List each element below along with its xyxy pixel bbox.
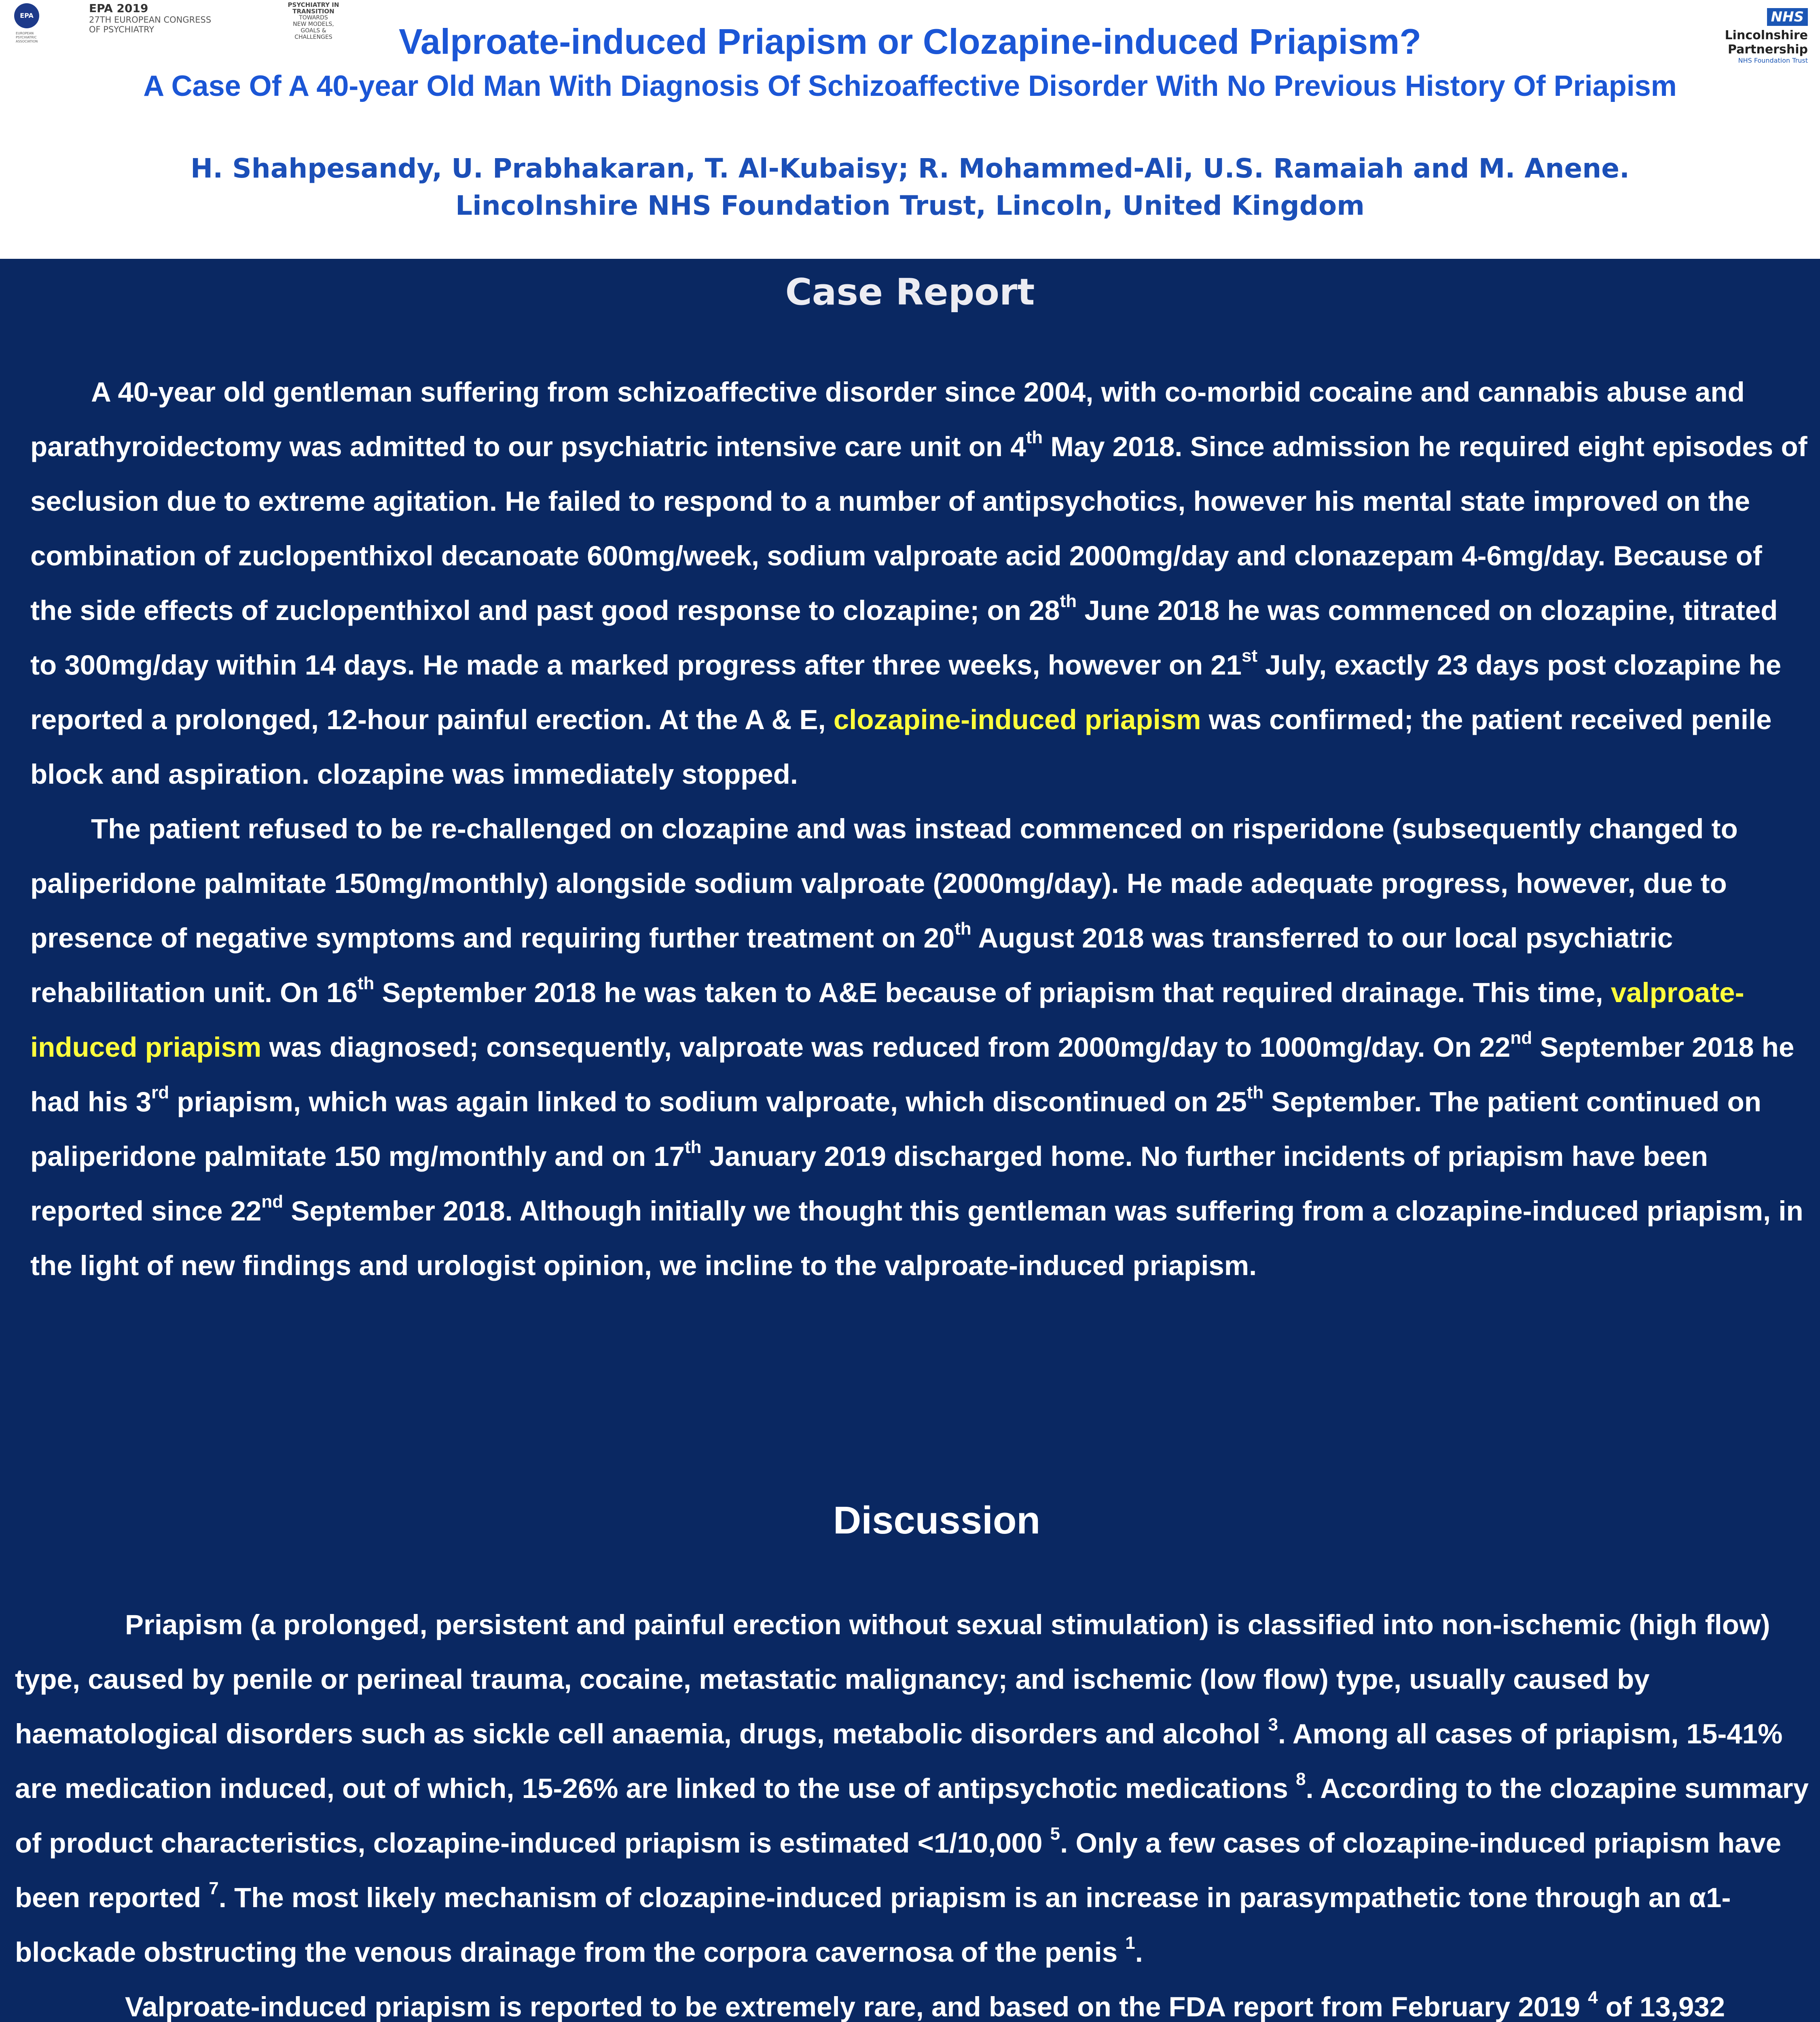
discussion-text — [15, 1597, 1811, 2022]
affiliation: Lincolnshire NHS Foundation Trust, Lincoln, United Kingdom — [455, 190, 1365, 221]
nhs-badge-icon: NHS — [1767, 8, 1808, 26]
poster-title: Valproate-induced Priapism or Clozapine-induced Priapism? — [398, 21, 1422, 61]
epa-congress-label: EPA 2019 27TH EUROPEAN CONGRESS OF PSYCHIATRY — [89, 2, 212, 34]
poster-header — [0, 0, 1820, 259]
author-list: H. Shahpesandy, U. Prabhakaran, T. Al-Kubaisy; R. Mohammed-Ali, U.S. Ramaiah and M. Anene. — [190, 153, 1630, 184]
epa-emblem-icon: EPA — [14, 3, 39, 28]
nhs-trust-name: Lincolnshire Partnership — [1725, 28, 1808, 57]
valproate-highlight: valproate-induced priapism — [30, 977, 1744, 1063]
nhs-trust-subtitle: NHS Foundation Trust — [1738, 57, 1808, 64]
discussion-heading: Discussion — [833, 1499, 1041, 1542]
epa-association-label: EUROPEAN PSYCHIATRIC ASSOCIATION — [16, 32, 38, 43]
case-report-heading: Case Report — [785, 271, 1035, 313]
discussion-paragraph-2: Valproate-induced priapism is reported to be extremely rare, and based on the FDA report from February 2019 $^4$ of 13,932 — [125, 1988, 1725, 2022]
case-report-text — [30, 365, 1810, 1293]
case-report-paragraph-2: The patient refused to be re-challenged on clozapine and was instead commenced on risperidone (subsequently changed to paliperidone palmitate 150mg/monthly) alongside sodium valproate (2000mg/day). He made adequate progress, however, due to presence of negative symptoms and requiring further treatment on 20th August 2018 was transferred to our local psychiatric rehabilitation unit. On 16th September 2018 he was taken to A&E because of priapism that required drainage. This time, valproate-induced priapism was diagnosed; consequently, valproate was reduced from 2000mg/day to 1000mg/day. On 22nd September 2018 he had his 3rd priapism, which was again linked to sodium valproate, which discontinued on 25th September. The patient continued on paliperidone palmitate 150 mg/monthly and on 17th January 2019 discharged home. No further incidents of priapism have been reported since 22nd September 2018. Although initially we thought this gentleman was suffering from a clozapine-induced priapism, in the light of new findings and urologist opinion, we incline to the valproate-induced priapism. — [30, 813, 1803, 1281]
clozapine-highlight: clozapine-induced priapism — [833, 704, 1201, 735]
poster-subtitle: A Case Of A 40-year Old Man With Diagnosis Of Schizoaffective Disorder With No Previous History Of Priapism — [143, 70, 1677, 102]
poster-body — [0, 259, 1820, 2022]
discussion-paragraph-1: Priapism (a prolonged, persistent and painful erection without sexual stimulation) is classified into non-ischemic (high flow) type, caused by penile or perineal trauma, cocaine, metastatic malignancy; and ischemic (low flow) type, usually caused by haematological disorders such as sickle cell anaemia, drugs, metabolic disorders and alcohol $^3$. Among all cases of priapism, 15-41% are medication induced, out of which, 15-26% are linked to the use of antipsychotic medications $^8$. According to the clozapine summary of product characteristics, clozapine-induced priapism is estimated <1/10,000 $^5$. Only a few cases of clozapine-induced priapism have been reported $^7$. The most likely mechanism of clozapine-induced priapism is an increase in parasympathetic tone through an α1-blockade obstructing the venous drainage from the corpora cavernosa of the penis $^1$. — [15, 1609, 1809, 1968]
psychiatry-in-transition-logo: PSYCHIATRY IN TRANSITION TOWARDS NEW MODELS, GOALS & CHALLENGES — [288, 1, 339, 40]
case-report-paragraph-1: A 40-year old gentleman suffering from schizoaffective disorder since 2004, with co-morbid cocaine and cannabis abuse and parathyroidectomy was admitted to our psychiatric intensive care unit on 4th May 2018. Since admission he required eight episodes of seclusion due to extreme agitation. He failed to respond to a number of antipsychotics, however his mental state improved on the combination of zuclopenthixol decanoate 600mg/week, sodium valproate acid 2000mg/day and clonazepam 4-6mg/day. Because of the side effects of zuclopenthixol and past good response to clozapine; on 28th June 2018 he was commenced on clozapine, titrated to 300mg/day within 14 days. He made a marked progress after three weeks, however on 21st July, exactly 23 days post clozapine he reported a prolonged, 12-hour painful erection. At the A & E, clozapine-induced priapism was confirmed; the patient received penile block and aspiration. clozapine was immediately stopped. — [30, 376, 1807, 790]
